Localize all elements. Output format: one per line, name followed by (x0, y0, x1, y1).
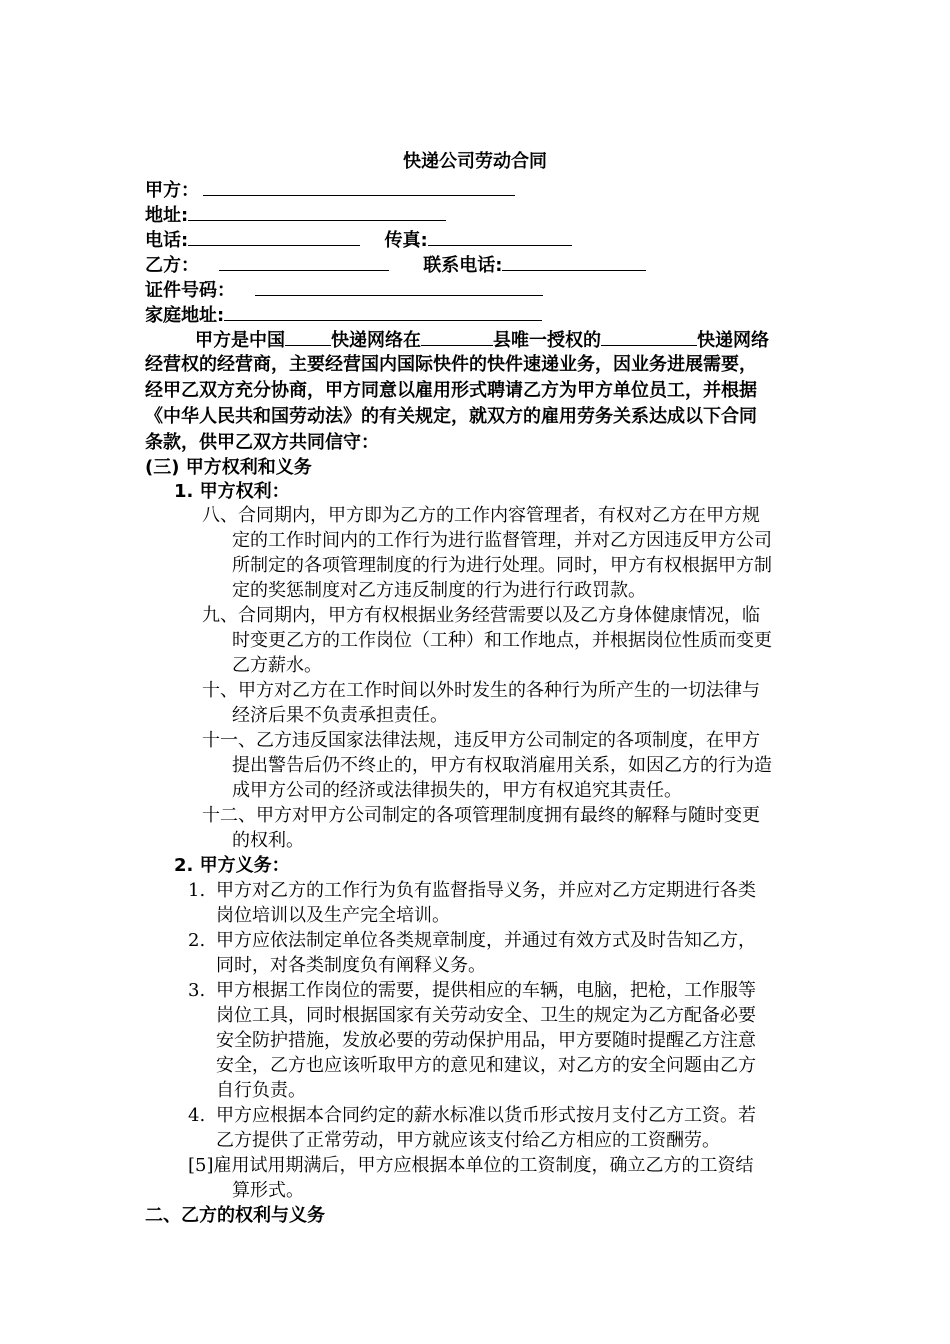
intro-line-3: 经甲乙双方充分协商，甲方同意以雇用形式聘请乙方为甲方单位员工，并根据 (145, 380, 757, 401)
phone-field (145, 227, 572, 253)
duty-1-line-2: 岗位培训以及生产完全培训。 (216, 905, 450, 926)
right-11-line-1: 十一、乙方违反国家法律法规，违反甲方公司制定的各项制度，在甲方 (202, 730, 760, 751)
duty-2-number: 2. (188, 930, 206, 951)
duty-3-line-3: 安全防护措施，发放必要的劳动保护用品，甲方要随时提醒乙方注意 (216, 1030, 756, 1051)
duties-heading: 2. 甲方义务： (174, 855, 290, 876)
right-9-line-3: 乙方薪水。 (232, 655, 322, 676)
intro-text-4: 快递网络 (697, 330, 769, 351)
intro-blank-3[interactable] (601, 327, 697, 346)
contact-phone-label: 联系电话: (423, 255, 503, 276)
phone-label: 电话: (145, 230, 189, 251)
party-a-label: 甲方： (145, 180, 199, 201)
intro-text-2: 快递网络在 (331, 330, 421, 351)
right-8-line-2: 定的工作时间内的工作行为进行监督管理，并对乙方因违反甲方公司 (232, 530, 772, 551)
duty-5-line-2: 算形式。 (232, 1180, 304, 1201)
intro-line-5: 条款，供甲乙双方共同信守： (145, 432, 379, 453)
right-12-line-1: 十二、甲方对甲方公司制定的各项管理制度拥有最终的解释与随时变更 (202, 805, 760, 826)
right-9-line-2: 时变更乙方的工作岗位（工种）和工作地点，并根据岗位性质而变更 (232, 630, 772, 651)
intro-text-3: 县唯一授权的 (493, 330, 601, 351)
id-number-field (145, 277, 543, 303)
intro-blank-2[interactable] (421, 327, 493, 346)
section-3-heading: (三) 甲方权利和义务 (145, 457, 312, 478)
right-8-line-1: 八、合同期内，甲方即为乙方的工作内容管理者，有权对乙方在甲方规 (202, 505, 760, 526)
duty-2-line-2: 同时，对各类制度负有阐释义务。 (216, 955, 486, 976)
intro-line-2: 经营权的经营商，主要经营国内国际快件的快件速递业务，因业务进展需要， (145, 354, 757, 375)
party-b-blank[interactable] (219, 252, 389, 271)
address-blank[interactable] (188, 202, 446, 221)
duty-3-line-4: 安全，乙方也应该听取甲方的意见和建议，对乙方的安全问题由乙方 (216, 1055, 756, 1076)
address-label: 地址: (145, 205, 189, 226)
duty-4-line-1: 甲方应根据本合同约定的薪水标准以货币形式按月支付乙方工资。若 (216, 1105, 756, 1126)
id-number-label: 证件号码： (145, 280, 235, 301)
duty-3-number: 3. (188, 980, 206, 1001)
duty-4-line-2: 乙方提供了正常劳动，甲方就应该支付给乙方相应的工资酬劳。 (216, 1130, 720, 1151)
section-2-heading: 二、乙方的权利与义务 (145, 1205, 325, 1226)
duty-2-line-1: 甲方应依法制定单位各类规章制度，并通过有效方式及时告知乙方， (216, 930, 756, 951)
party-b-label: 乙方： (145, 255, 199, 276)
fax-label: 传真: (384, 230, 428, 251)
address-field (145, 202, 446, 228)
page-title: 快递公司劳动合同 (403, 151, 547, 172)
duty-4-number: 4. (188, 1105, 206, 1126)
intro-line-1 (195, 327, 769, 353)
right-8-line-4: 定的奖惩制度对乙方违反制度的行为进行行政罚款。 (232, 580, 646, 601)
right-8-line-3: 所制定的各项管理制度的行为进行处理。同时，甲方有权根据甲方制 (232, 555, 772, 576)
party-a-blank[interactable] (203, 177, 515, 196)
duty-1-number: 1. (188, 880, 206, 901)
right-11-line-2: 提出警告后仍不终止的，甲方有权取消雇用关系，如因乙方的行为造 (232, 755, 772, 776)
duty-5-line-1: [5]雇用试用期满后，甲方应根据本单位的工资制度，确立乙方的工资结 (188, 1155, 754, 1176)
right-12-line-2: 的权利。 (232, 830, 304, 851)
intro-line-4: 《中华人民共和国劳动法》的有关规定，就双方的雇用劳务关系达成以下合同 (145, 406, 757, 427)
rights-heading: 1. 甲方权利： (174, 481, 290, 502)
duty-3-line-5: 自行负责。 (216, 1080, 306, 1101)
fax-blank[interactable] (428, 227, 572, 246)
duty-3-line-1: 甲方根据工作岗位的需要，提供相应的车辆，电脑，把枪，工作服等 (216, 980, 756, 1001)
right-9-line-1: 九、合同期内，甲方有权根据业务经营需要以及乙方身体健康情况，临 (202, 605, 760, 626)
party-a-field (145, 177, 515, 203)
duty-3-line-2: 岗位工具，同时根据国家有关劳动安全、卫生的规定为乙方配备必要 (216, 1005, 756, 1026)
contact-phone-blank[interactable] (502, 252, 646, 271)
right-10-line-1: 十、甲方对乙方在工作时间以外时发生的各种行为所产生的一切法律与 (202, 680, 760, 701)
party-b-field (145, 252, 646, 278)
home-address-field (145, 302, 542, 328)
right-11-line-3: 成甲方公司的经济或法律损失的，甲方有权追究其责任。 (232, 780, 682, 801)
home-address-blank[interactable] (224, 302, 542, 321)
right-10-line-2: 经济后果不负责承担责任。 (232, 705, 448, 726)
id-number-blank[interactable] (255, 277, 543, 296)
home-address-label: 家庭地址: (145, 305, 225, 326)
intro-blank-1[interactable] (285, 327, 331, 346)
intro-text-1: 甲方是中国 (195, 330, 285, 351)
phone-blank[interactable] (188, 227, 360, 246)
duty-1-line-1: 甲方对乙方的工作行为负有监督指导义务，并应对乙方定期进行各类 (216, 880, 756, 901)
